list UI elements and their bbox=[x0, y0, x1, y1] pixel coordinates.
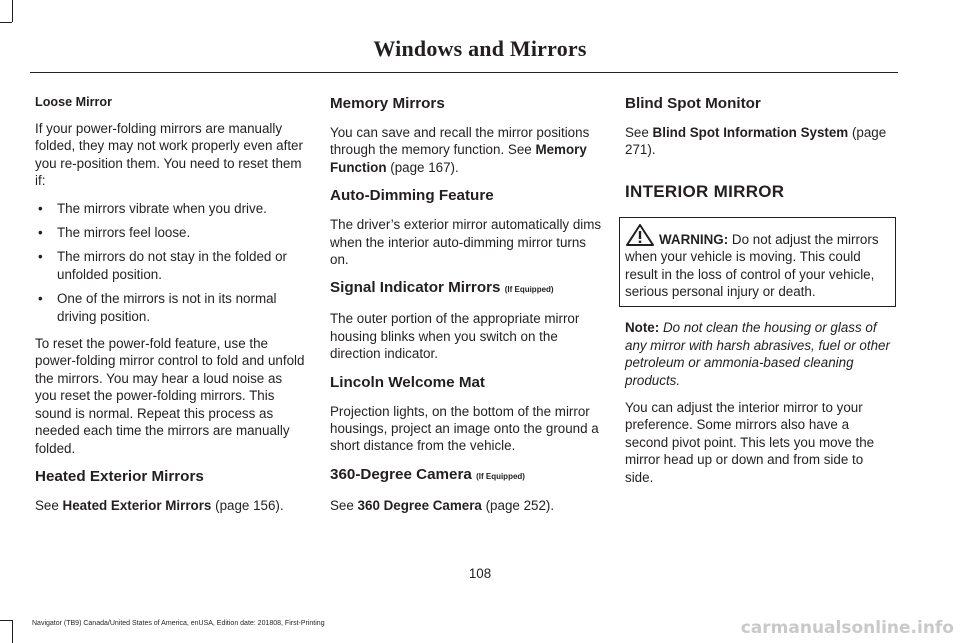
warning-label: WARNING: bbox=[659, 231, 729, 247]
page-header-title: Windows and Mirrors bbox=[373, 36, 587, 61]
heated-mirrors-ref: See Heated Exterior Mirrors (page 156). bbox=[35, 497, 284, 513]
crop-mark bbox=[12, 620, 13, 643]
heated-mirrors-heading: Heated Exterior Mirrors bbox=[35, 467, 204, 485]
bullet-icon: • bbox=[38, 291, 43, 307]
list-item bbox=[35, 290, 307, 325]
interior-mirror-heading: INTERIOR MIRROR bbox=[625, 181, 785, 201]
list-item bbox=[35, 200, 307, 217]
blind-spot-link[interactable]: Blind Spot Information System bbox=[652, 125, 849, 140]
warning-box bbox=[619, 217, 896, 308]
welcome-mat-text: Projection lights, on the bottom of the mirror housings, project an image onto the ground a short distance from the vehicle. bbox=[330, 403, 599, 454]
camera-ref: See 360 Degree Camera (page 252). bbox=[330, 497, 555, 513]
watermark-logo: carmanualsonline.info bbox=[740, 618, 954, 638]
auto-dimming-text: The driver’s exterior mirror automatically dims when the interior auto-dimming mirror turns on. bbox=[330, 217, 602, 268]
signal-indicator-text: The outer portion of the appropriate mirror housing blinks when you switch on the direction indicator. bbox=[330, 311, 580, 362]
page-number: 108 bbox=[468, 566, 492, 581]
memory-mirrors-text: You can save and recall the mirror positions through the memory function. See Memory Function (page 167). bbox=[330, 125, 590, 175]
crop-mark bbox=[0, 22, 12, 23]
heated-mirrors-link[interactable]: Heated Exterior Mirrors bbox=[62, 497, 212, 513]
list-item-text: The mirrors vibrate when you drive. bbox=[57, 200, 267, 216]
column-middle bbox=[330, 94, 602, 524]
loose-mirror-intro: If your power-folding mirrors are manually folded, they may not work properly even after you re-position them. You need to reset them if: bbox=[35, 121, 303, 189]
loose-mirror-heading: Loose Mirror bbox=[35, 95, 112, 109]
auto-dimming-heading: Auto-Dimming Feature bbox=[330, 187, 494, 205]
list-item-text: The mirrors feel loose. bbox=[57, 225, 191, 241]
list-item bbox=[35, 248, 307, 283]
blind-spot-heading: Blind Spot Monitor bbox=[625, 95, 761, 112]
if-equipped-tag: (If Equipped) bbox=[504, 285, 554, 295]
list-item-text: The mirrors do not stay in the folded or unfolded position. bbox=[57, 249, 287, 282]
list-item-text: One of the mirrors is not in its normal driving position. bbox=[57, 291, 277, 324]
crop-mark bbox=[0, 620, 12, 621]
bullet-icon: • bbox=[38, 200, 43, 216]
note-text: Note: Do not clean the housing or glass of any mirror with harsh abrasives, fuel or other petroleum or ammonia-based cleaning products. bbox=[625, 320, 890, 388]
reset-conditions-list bbox=[35, 200, 307, 325]
camera-heading: 360-Degree Camera (If Equipped) bbox=[330, 465, 525, 483]
bullet-icon: • bbox=[38, 225, 43, 241]
header-rule bbox=[30, 72, 898, 73]
list-item bbox=[35, 224, 307, 241]
memory-function-link[interactable]: Memory Function bbox=[330, 142, 587, 175]
column-left bbox=[35, 94, 307, 524]
footer-edition-text: Navigator (TB9) Canada/United States of America, enUSA, Edition date: 201808, First-Printing bbox=[32, 620, 325, 627]
warning-triangle-icon bbox=[625, 224, 655, 244]
if-equipped-tag: (If Equipped) bbox=[476, 471, 525, 481]
warning-text: Do not adjust the mirrors when your vehicle is moving. This could result in the loss of control of your vehicle, serious personal injury or death. bbox=[625, 231, 879, 300]
column-right bbox=[625, 94, 895, 496]
memory-mirrors-heading: Memory Mirrors bbox=[330, 95, 445, 112]
crop-mark bbox=[12, 0, 13, 22]
welcome-mat-heading: Lincoln Welcome Mat bbox=[330, 373, 485, 391]
blind-spot-ref: See Blind Spot Information System (page 271). bbox=[625, 125, 887, 158]
interior-adjust-text: You can adjust the interior mirror to your preference. Some mirrors also have a second pivot point. This lets you move the mirror head up or down and from side to side. bbox=[625, 400, 875, 485]
bullet-icon: • bbox=[38, 249, 43, 265]
signal-indicator-heading: Signal Indicator Mirrors (If Equipped) bbox=[330, 279, 554, 297]
camera-link[interactable]: 360 Degree Camera bbox=[357, 497, 482, 513]
reset-instructions: To reset the power-fold feature, use the power-folding mirror control to fold and unfold the mirrors. You may hear a loud noise as you reset the power-folding mirrors. This sound is normal. Repeat this process as needed each time the mirrors are manually folded. bbox=[35, 336, 305, 456]
